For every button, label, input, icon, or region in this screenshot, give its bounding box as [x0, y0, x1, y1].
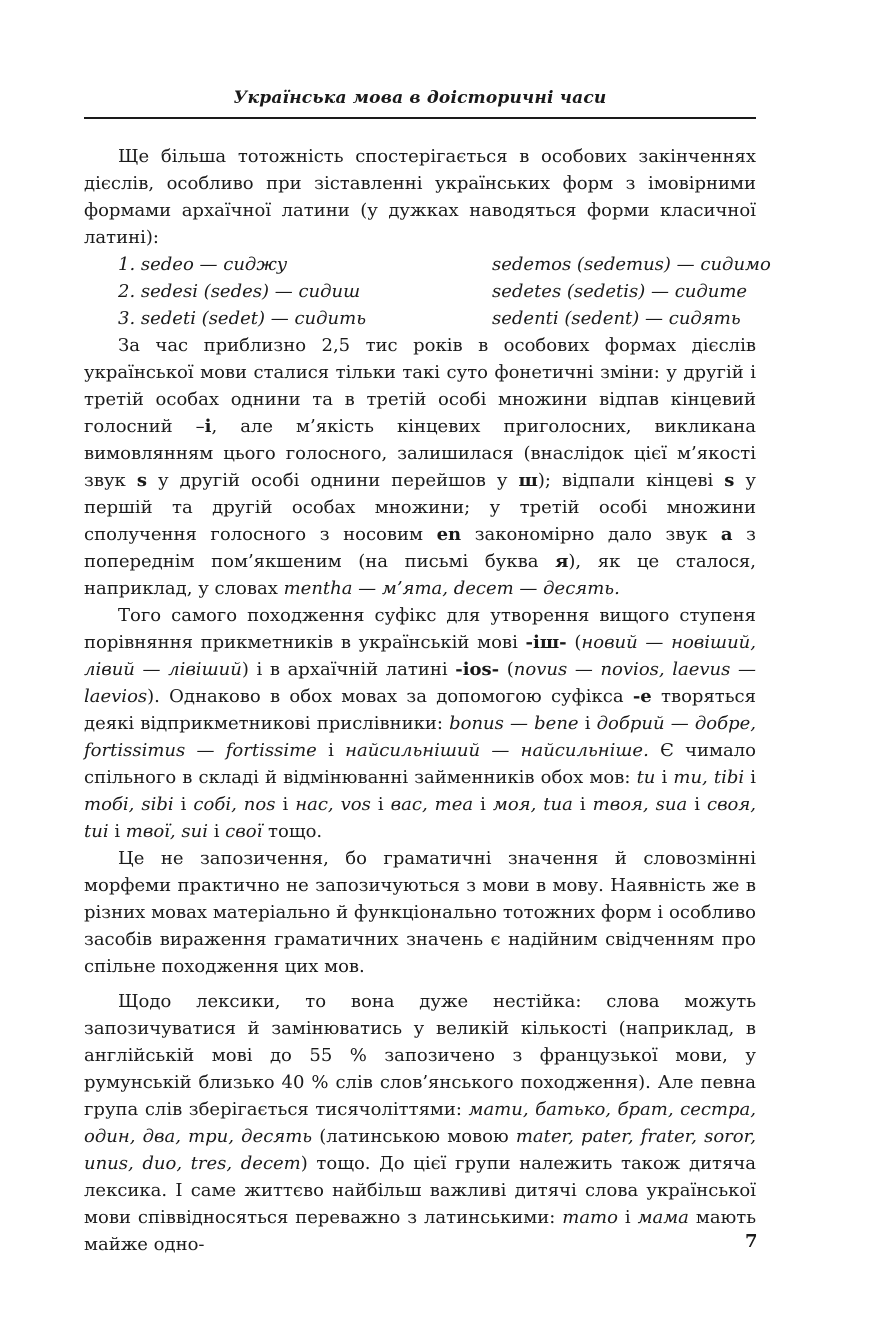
- text-run: ); відпали кінцеві: [537, 470, 725, 491]
- text-run: з попереднім пом’якшеним (на письмі буква: [84, 524, 756, 572]
- italic-term: mater, pater, frater, soror, unus, duo, tres, decem: [84, 1126, 756, 1174]
- header-rule: [84, 117, 756, 119]
- italic-term: свої: [225, 821, 263, 842]
- italic-term: вас, mea: [390, 794, 474, 815]
- conjugation-cell: 2. sedesi (sedes) — сидиш: [118, 281, 361, 302]
- italic-term: тобі, sibi: [84, 794, 174, 815]
- text-run: Це не запозичення, бо граматичні значення й словозмінні морфеми практично не запозичуються з мови в мову. Наявність же в різних мовах матеріально й функціонально тотожних форм і особливо засобів вираження граматичних значень є надійним свідченням про спільне походження цих мов.: [84, 848, 756, 977]
- conjugation-cell: 3. sedeti (sedet) — сидить: [118, 308, 367, 329]
- text-run: За час приблизно 2,5 тис років в особових формах дієслів української мови сталися тільки такі суто фонетичні зміни: у другій і третій особах однини та в третій особі множини відпав кінцевий голосний –: [84, 335, 756, 437]
- text-run: (: [499, 659, 514, 680]
- page-number: 7: [745, 1231, 758, 1252]
- text-run: і: [572, 794, 593, 815]
- text-run: тощо.: [262, 821, 323, 842]
- italic-term: собі, nos: [193, 794, 276, 815]
- italic-term: найсильніший — найсильніше.: [345, 740, 649, 761]
- italic-term: мама: [637, 1207, 689, 1228]
- text-run: (: [566, 632, 582, 653]
- italic-term: нас, vos: [295, 794, 371, 815]
- text-run: і: [370, 794, 391, 815]
- text-run: Ще більша тотожність спостерігається в особових закінченнях дієслів, особливо при зіставленні українських форм з імовірними формами архаїчної латини (у дужках наводяться форми класичної латині):: [84, 146, 756, 248]
- text-run: Щодо лексики, то вона дуже нестійка: слова можуть запозичуватися й замінюватись у великій кількості (наприклад, в англійській мові до 55 % запозичено з французької мови, у румунській близько 40 % слів слов’янського походження). Але певна група слів зберігається тисячоліттями:: [84, 991, 756, 1120]
- text-run: ), як це сталося, наприклад, у словах: [84, 551, 757, 599]
- italic-term: твоя, sua: [592, 794, 688, 815]
- text-run: ) і в архаїчній латині: [241, 659, 456, 680]
- running-header: Українська мова в доісторичні часи: [233, 88, 607, 108]
- bold-term: ш: [518, 470, 538, 491]
- conjugation-table: [84, 251, 771, 332]
- page-body: [84, 143, 771, 1258]
- italic-term: новий — новіший, лівий — лівіший: [84, 632, 756, 680]
- text-run: у другій особі однини перейшов у: [146, 470, 519, 491]
- conjugation-cell: 1. sedeo — сиджу: [118, 254, 288, 275]
- bold-term: i: [204, 416, 212, 437]
- italic-term: своя, tui: [84, 794, 757, 842]
- bold-term: я: [555, 551, 569, 572]
- bold-term: s: [724, 470, 735, 491]
- text-run: і: [275, 794, 296, 815]
- italic-term: мати, батько, брат, сестра, один, два, три, десять: [84, 1099, 756, 1147]
- text-run: мають майже одно-: [84, 1207, 756, 1255]
- text-run: і: [578, 713, 597, 734]
- bold-term: en: [436, 524, 462, 545]
- paragraph: [84, 332, 756, 602]
- text-run: закономірно дало звук: [461, 524, 721, 545]
- text-run: і: [173, 794, 194, 815]
- conjugation-cell: sedenti (sedent) — сидять: [492, 308, 741, 329]
- text-run: Того самого походження суфікс для утворення вищого ступеня порівняння прикметників в українській мові: [84, 605, 756, 653]
- text-run: і: [687, 794, 707, 815]
- italic-term: tu: [636, 767, 656, 788]
- text-run: (латинською мовою: [312, 1126, 516, 1147]
- text-run: ) тощо. До цієї групи належить також дитяча лексика. І саме життєво найбільш важливі дитячі слова української мови співвідносяться переважно з латинськими:: [84, 1153, 756, 1228]
- bold-term: -іш-: [525, 632, 567, 653]
- bold-term: а: [720, 524, 733, 545]
- text-run: у першій та другій особах множини; у третій особі множини сполучення голосного з носовим: [84, 470, 757, 545]
- italic-term: mentha — м’ята, decem — десять.: [283, 578, 620, 599]
- bold-term: s: [136, 470, 147, 491]
- conjugation-cell: sedetes (sedetis) — сидите: [492, 281, 748, 302]
- text-run: , але м’якість кінцевих приголосних, викликана вимовлянням цього голосного, залишилася (внаслідок цієї м’якості звук: [84, 416, 756, 491]
- paragraph: [84, 602, 756, 845]
- text-run: і: [108, 821, 126, 842]
- text-run: ). Однаково в обох мовах за допомогою суфікса: [147, 686, 633, 707]
- conjugation-cell: sedemos (sedemus) — сидимо: [492, 254, 771, 275]
- paragraph: [84, 988, 756, 1258]
- italic-term: моя, tua: [492, 794, 573, 815]
- italic-term: тато: [562, 1207, 618, 1228]
- italic-term: ти, tibi: [673, 767, 745, 788]
- italic-term: добрий — добре, fortissimus — fortissime: [84, 713, 756, 761]
- paragraph: [84, 143, 756, 251]
- text-run: Є чимало спільного в складі й відмінюванні займенників обох мов:: [84, 740, 757, 788]
- text-run: і: [473, 794, 493, 815]
- text-run: і: [207, 821, 226, 842]
- italic-term: novus — novios, laevus — laevios: [84, 659, 756, 707]
- text-run: і: [316, 740, 346, 761]
- text-run: і: [617, 1207, 638, 1228]
- text-run: і: [655, 767, 674, 788]
- text-run: і: [744, 767, 757, 788]
- text-run: творяться деякі відприкметникові прислівники:: [84, 686, 756, 734]
- paragraph: [84, 845, 756, 980]
- italic-term: bonus — bene: [449, 713, 579, 734]
- bold-term: -е: [632, 686, 652, 707]
- italic-term: твої, sui: [125, 821, 208, 842]
- bold-term: -ios-: [455, 659, 500, 680]
